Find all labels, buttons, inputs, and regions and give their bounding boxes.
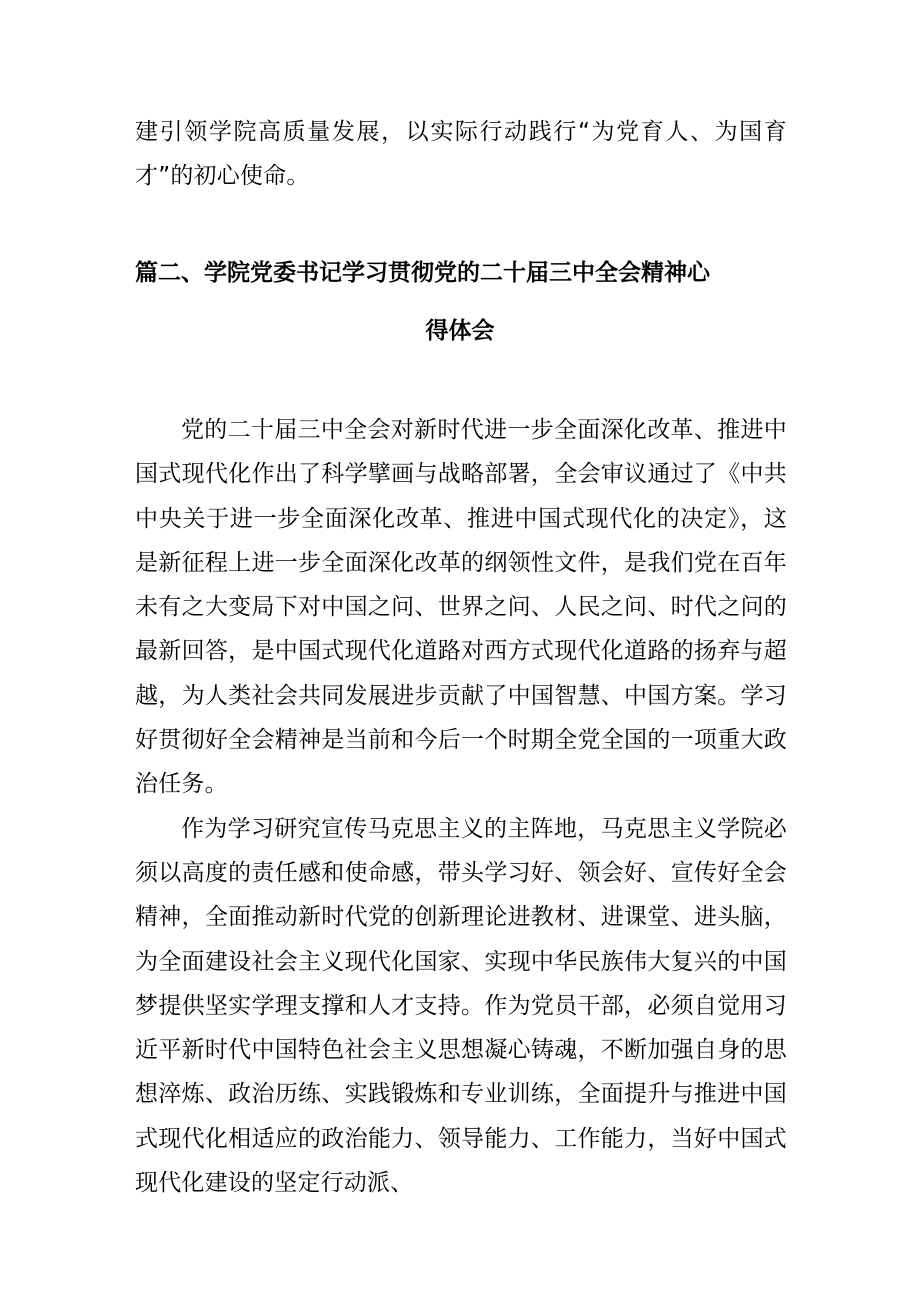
section-title-line-2: 得体会	[425, 318, 495, 344]
body-paragraph-1: 党的二十届三中全会对新时代进一步全面深化改革、推进中国式现代化作出了科学擘画与战略部署，全会审议通过了《中共中央关于进一步全面深化改革、推进中国式现代化的决定》，这是新征程上进一步全面深化改革的纲领性文件，是我们党在百年未有之大变局下对中国之问、世界之问、人民之问、时代之问的最新回答，是中国式现代化道路对西方式现代化道路的扬弃与超越，为人类社会共同发展进步贡献了中国智慧、中国方案。学习好贯彻好全会精神是当前和今后一个时期全党全国的一项重大政治任务。	[135, 417, 787, 798]
lead-paragraph: 建引领学院高质量发展，以实际行动践行“为党育人、为国育才”的初心使命。	[135, 119, 787, 190]
body-paragraph-2: 作为学习研究宣传马克思主义的主阵地，马克思主义学院必须以高度的责任感和使命感，带头学习好、领会好、宣传好全会精神，全面推动新时代党的创新理论进教材、进课堂、进头脑，为全面建设社会主义现代化国家、实现中华民族伟大复兴的中国梦提供坚实学理支撑和人才支持。作为党员干部，必须自觉用习近平新时代中国特色社会主义思想凝心铸魂，不断加强自身的思想淬炼、政治历练、实践锻炼和专业训练，全面提升与推进中国式现代化相适应的政治能力、领导能力、工作能力，当好中国式现代化建设的坚定行动派、	[135, 815, 787, 1197]
section-title-line-1: 篇二、学院党委书记学习贯彻党的二十届三中全会精神心	[135, 260, 710, 286]
body-text	[135, 408, 787, 1205]
